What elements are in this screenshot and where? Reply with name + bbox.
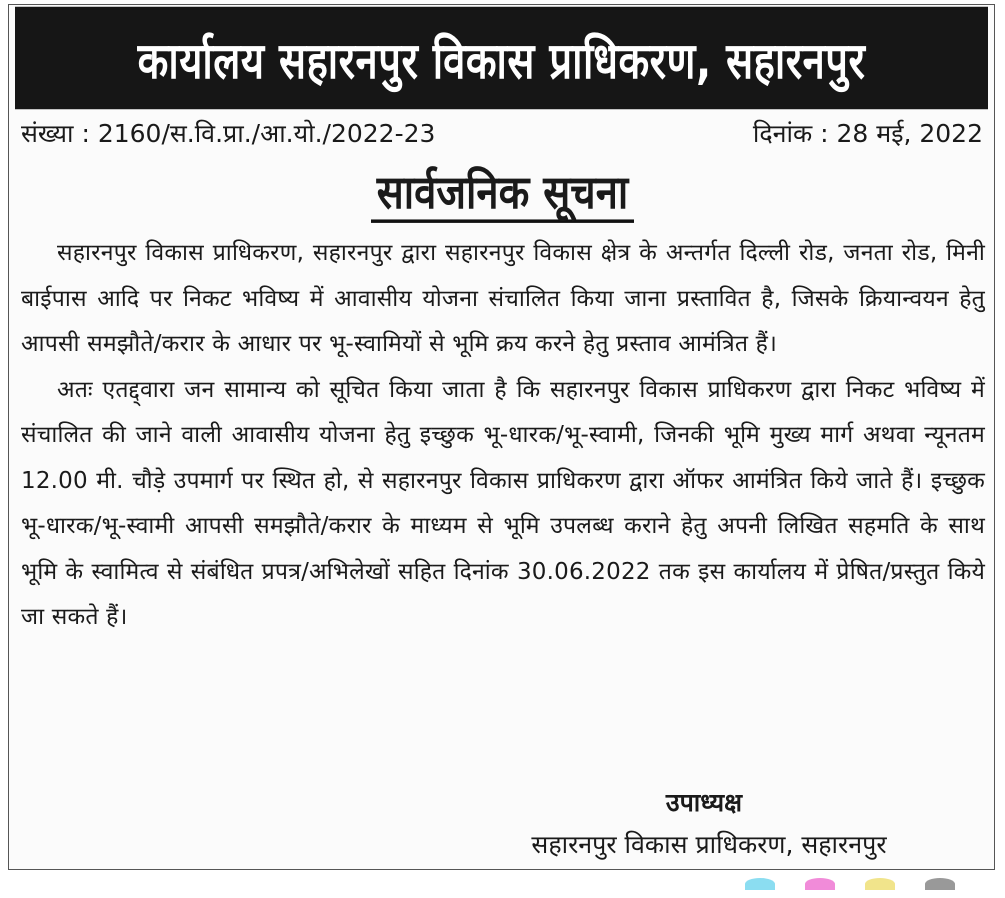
notice-title-wrap <box>9 161 996 225</box>
notice-paragraph-2: अतः एतद्द्वारा जन सामान्य को सूचित किया जाता है कि सहारनपुर विकास प्राधिकरण द्वारा निकट भविष्य में संचालित की जाने वाली आवासीय योजना हेतु इच्छुक भू-धारक/भू-स्वामी, जिनकी भूमि मुख्य मार्ग अथवा न्यूनतम 12.00 मी. चौड़े उपमार्ग पर स्थित हो, से सहारनपुर विकास प्राधिकरण द्वारा ऑफर आमंत्रित किये जाते हैं। इच्छुक भू-धारक/भू-स्वामी आपसी समझौते/करार के माध्यम से भूमि उपलब्ध कराने हेतु अपनी लिखित सहमति के साथ भूमि के स्वामित्व से संबंधित प्रपत्र/अभिलेखों सहित दिनांक 30.06.2022 तक इस कार्यालय में प्रेषित/प्रस्तुत किये जा सकते हैं। <box>21 376 985 630</box>
notice-date: दिनांक : 28 मई, 2022 <box>752 119 983 148</box>
office-header: कार्यालय सहारनपुर विकास प्राधिकरण, सहारनपुर <box>15 7 988 110</box>
registration-mark-yellow <box>865 878 895 890</box>
reference-number: संख्या : 2160/स.वि.प्रा./आ.यो./2022-23 <box>21 119 436 148</box>
public-notice <box>8 4 995 870</box>
registration-mark-cyan <box>745 878 775 890</box>
print-registration-marks <box>745 878 955 890</box>
notice-title: सार्वजनिक सूचना <box>371 167 635 223</box>
notice-paragraph-1: सहारनपुर विकास प्राधिकरण, सहारनपुर द्वारा सहारनपुर विकास क्षेत्र के अन्तर्गत दिल्ली रोड, जनता रोड, मिनी बाईपास आदि पर निकट भविष्य में आवासीय योजना संचालित किया जाना प्रस्तावित है, जिसके क्रियान्वयन हेतु आपसी समझौते/करार के आधार पर भू-स्वामियों से भूमि क्रय करने हेतु प्रस्ताव आमंत्रित हैं। <box>21 240 985 357</box>
signatory-organization: सहारनपुर विकास प्राधिकरण, सहारनपुर <box>531 830 887 859</box>
registration-mark-magenta <box>805 878 835 890</box>
signatory-designation: उपाध्यक्ष <box>665 788 743 817</box>
reference-row <box>21 113 983 153</box>
registration-mark-black <box>925 878 955 890</box>
notice-body <box>21 231 985 641</box>
